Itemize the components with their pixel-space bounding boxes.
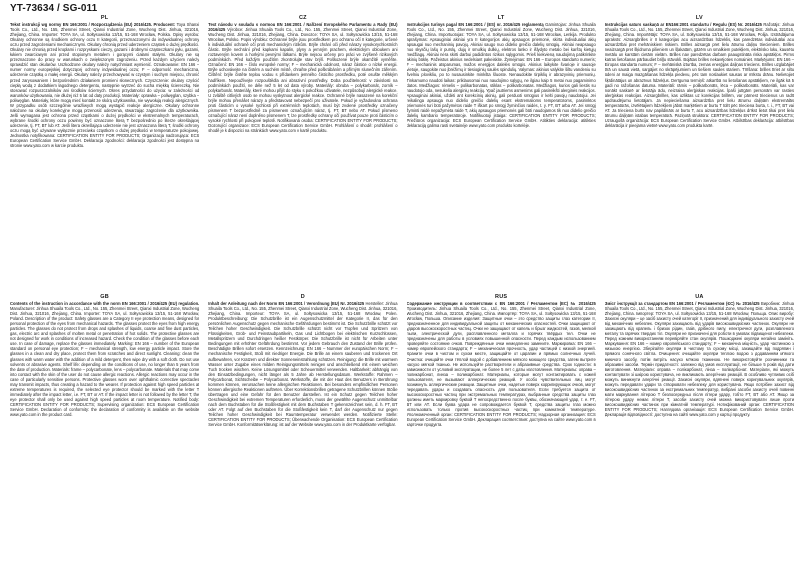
section-body: Производитель: Jinhua Shuaila Tools Co., Ltd., No. 155, Zhenmei Street, Qianxi Industrial Zone, Wucheng Dist. Jinhua, 321016, Zhejiang, China. Импортёр: TOYA SA, ul. Sołtysowicka 13/15, 51-168 Wrocław, Польша. Описание изделия: Защитные очки – это средство защиты глаз категории II, предназначенное для индивидуальной защиты от механических опасностей. Очки защищают от ударов высокоскоростных частиц. Очки не защищают от капель и брызг жидкостей, газов, мелкой пыли, электрической дуги, расплавленного металла и горячих твёрдых тел. Очки не предназначены для работы в условиях повышенной опасности. Перед каждым использованием проверяйте состояние очков. Повреждённые очки немедленно замените. Маркировка: EN 166 – номер европейского стандарта; F – механическая прочность, удар частицей с низкой энергией. Храните очки в чистом и сухом месте, защищайте от царапин и прямых солнечных лучей. Очистка: очищайте очки тёплой водой с добавлением мягкого моющего средства, затем вытрите насухо мягкой тканью. Не используйте растворители и абразивные средства. Срок годности: в зависимости от условий эксплуатации, не более 5 лет с даты изготовления. Материалы: оправа – поликарбонат, линза – поликарбонат. Материалы, которые могут контактировать с кожей пользователя, не вызывают аллергических реакций. У особо чувствительных лиц могут возникнуть аллергические реакции. Защитные очки, надетые поверх корригирующих очков, могут передавать удары и создавать опасность для пользователя. Если требуется защита от высокоскоростных частиц при экстремальных температурах, выбранные средства защиты глаз должны иметь маркировку буквой T непосредственно после буквы, обозначающей удар, т. е. FT, BT или AT. Если буква удара не сопровождается буквой T, средства защиты глаз можно использовать только против высокоскоростных частиц при комнатной температуре. Уполномоченный орган: CERTIFICATION ENTITY FOR PRODUCTS; Надзорная организация: ECS European Certification Service GmbH. Декларация соответствия: доступна на сайте www.yato.com в карточке продукта. [406,306,596,428]
section-text [10,22,199,148]
section-text [605,301,794,417]
section-heading: Instrukcijas saturs saskaņā ar EN166:2001 standartu / Regulu (ES) Nr. 2016/425 [604,22,762,27]
language-grid [10,15,794,563]
section-rus [407,294,596,563]
section-pl [10,15,199,284]
section-lv [605,15,794,284]
section-heading: Contents of the instruction in accordance with the norm EN 166:2001 / 2016/425 (EU) regulation. [10,301,200,306]
language-code: GB [100,294,109,300]
section-ua [605,294,794,563]
section-body: Hersteller: Jinhua Shuaila Tools Co., Ltd., No. 155, Zhenmei Street, Qianxi Industrial Zone, Wucheng Dist. Jinhua, 321016, Zhejiang, China. Importeur: TOYA SA, ul. Sołtysowicka 13/15, 51-168 Wrocław, Polen. Produktbeschreibung: Die Schutzbrille ist ein Augenschutzmittel der Kategorie II, das für den persönlichen Augenschutz gegen mechanische Gefährdungen bestimmt ist. Die Schutzbrille schützt vor Teilchen hoher Geschwindigkeit. Die Schutzbrille schützt nicht vor Tropfen und Spritzern von Flüssigkeiten, Grob- und Feinstaubpartikeln, Gas und Lichtbogen bei elektrischen Kurzschlüssen, Metallspritzern und Durchdringen heißer Festkörper. Die Schutzbrille ist nicht für Arbeiten unter Bedingungen mit erhöhter Gefährdung bestimmt. Vor jedem Gebrauch den Zustand der Brille prüfen. Beschädigte Brillen sofort ersetzen. Kennzeichnung: EN 166 – Nummer der europäischen Norm; F – mechanische Festigkeit, Stoß mit niedriger Energie. Die Brille an einem sauberen und trockenen Ort aufbewahren, vor Kratzern und direkter Sonneneinstrahlung schützen. Reinigung: die Brille mit warmem Wasser unter Zugabe eines milden Reinigungsmittels reinigen und anschließend mit einem weichen Tuch trocken wischen. Keine Lösungsmittel oder Scheuermittel verwenden. Haltbarkeit: abhängig von den Einsatzbedingungen, nicht länger als 5 Jahre ab Herstellungsdatum. Werkstoffe: Rahmen – Polycarbonat, Sichtscheibe – Polycarbonat. Werkstoffe, die mit der Haut des Benutzers in Berührung kommen können, verursachen keine allergischen Reaktionen. Bei besonders empfindlichen Personen können allergische Reaktionen auftreten. Über Korrektionsbrillen getragene Schutzbrillen können Stöße übertragen und eine Gefahr für den Benutzer darstellen. Ist ein Schutz gegen Teilchen hoher Geschwindigkeit bei extremen Temperaturen erforderlich, muss der gewählte Augenschutz unmittelbar nach dem Buchstaben für die Stoßfestigkeit mit dem Buchstaben T gekennzeichnet sein, d. h. FT, BT oder AT. Folgt auf den Buchstaben für die Stoßfestigkeit kein T, darf der Augenschutz nur gegen Teilchen hoher Geschwindigkeit bei Raumtemperatur verwendet werden. Notifizierte Stelle: CERTIFICATION ENTITY FOR PRODUCTS; Überwachende Organisation: ECS European Certification Service GmbH. Konformitätserklärung: ist auf der Website www.yato.com in der Produktkarte verfügbar. [208,301,398,428]
section-body: Gamintojas: Jinhua Shuaila Tools Co., Ltd., No. 155, Zhenmei Street, Qianxi Industrial Zone, Wucheng Dist. Jinhua, 321016, Zhejiang, China. Importuotojas: TOYA SA, ul. Sołtysowicka 13/15, 51-168 Wrocław, Lenkija. Produkto aprašymas: Apsauginiai akiniai yra II kategorijos akių apsaugos priemonė, skirta individualiai akių apsaugai nuo mechaninių pavojų. Akiniai saugo nuo didelio greičio dalelių smūgių. Akiniai neapsaugo nuo skysčių lašų ir purslų, dujų ir smulkių dulkių, elektros lanko ir išlydyto metalo bei karštų kietųjų medžiagų. Akiniai nėra skirti darbui padidintos rizikos sąlygomis. Prieš kiekvieną naudojimą patikrinkite akinių būklę. Pažeistus akinius nedelsiant pakeiskite. Žymėjimas: EN 166 – Europos standarto numeris; F – mechaninis atsparumas, mažos energijos dalelės smūgis. Akinius laikykite švarioje ir sausoje vietoje, saugokite nuo įbrėžimų ir tiesioginių saulės spindulių. Valymas: akinius valykite šiltu vandeniu su švelniu plovikliu, po to nusausinkite minkšta šluoste. Nenaudokite tirpiklių ir abrazyvinių priemonių. Tinkamumo naudoti laikas: priklausomai nuo naudojimo sąlygų, ne ilgiau kaip 5 metai nuo pagaminimo datos. Medžiagos: rėmelis – polikarbonatas, stiklas – polikarbonatas. Medžiagos, kurios gali liestis su naudotojo oda, nesukelia alerginių reakcijų. Ypač jautriems asmenims gali pasireikšti alerginės reakcijos. Apsauginiai akiniai, uždėti ant korekcinių akinių, gali perduoti smūgius ir kelti pavojų naudotojui. Jei reikalinga apsauga nuo didelio greičio dalelių esant ekstremalioms temperatūroms, pasirinktos priemonės turi būti pažymėtos raide T iškart po smūgį žyminčios raidės, t. y. FT, BT arba AT. Jei smūgį žyminti raidė nepažymėta raide T, akių apsaugos priemonės gali būti naudojamos tik nuo didelio greičio dalelių kambario temperatūroje. Notifikuotoji įstaiga: CERTIFICATION ENTITY FOR PRODUCTS; Priežiūros organizacija: ECS European Certification Service GmbH. Atitikties deklaracija: atitikties deklaraciją galima rasti svetainėje www.yato.com produkto kortelėje. [406,22,596,128]
language-code: RUS [495,294,508,300]
section-heading: Inhalt der Anleitung nach der Norm EN 166:2001 / Verordnung (EU) Nr. 2016/425 [208,301,365,306]
language-code: UA [695,294,704,300]
language-code: CZ [299,15,307,21]
section-text [605,22,794,128]
section-d [208,294,397,563]
document-title: YT-73634 / SG-011 [10,3,98,14]
section-heading: Содержание инструкции в соответствии с EN 166:2001 / Регламентом (ЕС) № 2016/425 [406,301,596,306]
section-body: Toya Shanxi Tools Co., Ltd., No. 155, Zhenmei Street, Qianxi Industrial Zone, Wucheng Dist. Jinhua, 321016, Zhejiang, China. Importer: TOYA SA, ul. Sołtysowicka 13/15, 51-168 Wrocław, Polska. Opisy wyrobu: Okulary ochronne są środkiem ochrony oczu II kategorii, przeznaczonymi do indywidualnej ochrony oczu przed zagrożeniami mechanicznymi. Okulary chronią przed uderzeniem cząstek o dużej prędkości. Okulary nie chronią przed kroplami i rozpryskami cieczy, gazami i drobnymi cząsteczkami pyłu, gazami, łukiem zwarciowym ani przed stopionym metalem i gorącymi ciałami stałymi. Okulary nie są przeznaczone do pracy w warunkach o zwiększonym zagrożeniu. Przed każdym użyciem należy sprawdzić stan okularów. Uszkodzone okulary należy natychmiast wymienić. Oznakowanie: EN 166 – numer normy europejskiej dotyczącej ochrony indywidualnej oczu; F – odporność mechaniczna, uderzenie cząstką o małej energii. Okulary należy przechowywać w czystym i suchym miejscu, chronić przed zarysowaniem i bezpośrednim działaniem promieni słonecznych. Czyszczenie: okulary czyścić ciepłą wodą z dodatkiem łagodnego detergentu, następnie wytrzeć do sucha miękką ściereczką. Nie stosować rozpuszczalników ani środków ściernych. Okres przydatności do użycia: w zależności od warunków użytkowania, nie dłużej niż 5 lat od daty produkcji. Materiały: oprawka – poliwęglan, szybka – poliwęglan. Materiały, które mogą mieć kontakt ze skórą użytkownika, nie wywołują reakcji alergicznych. W przypadku osób szczególnie wrażliwych mogą wystąpić reakcje alergiczne. Okulary ochronne nałożone na okulary korekcyjne mogą przenosić uderzenia, stwarzając zagrożenie dla użytkownika. Jeśli wymagana jest ochrona przed cząstkami o dużej prędkości w ekstremalnych temperaturach, wybrane środki ochrony oczu powinny być oznaczone literą T bezpośrednio po literze określającej uderzenie, tj. FT, BT lub AT. Jeśli litera określająca uderzenie nie jest oznaczona literą T, środki ochrony oczu mogą być używane wyłącznie przeciwko cząstkom o dużej prędkości w temperaturze pokojowej. Jednostka notyfikowana: CERTIFICATION ENTITY FOR PRODUCTS; Organizacja nadzorująca: ECS European Certification Service GmbH. Deklaracja zgodności: deklaracja zgodności jest dostępna na stronie www.yato.com w karcie produktu. [10,22,200,149]
section-heading: Tekst instrukcji wg normy EN 166:2001 / Rozporządzenia (EU) 2016/425. Producent: [10,22,176,27]
section-text [407,22,596,128]
language-code: LT [497,15,505,21]
section-heading: Instrukcijos turinys pagal EN 166:2001 / (ES) nr. 2016/425 reglamentą [406,22,544,27]
section-body: Ražotājs: Jinhua Shuaila Tools Co., Ltd., No. 155, Zhenmei Street, Qianxi Industrial Zone, Wucheng Dist. Jinhua, 321016, Zhejiang, China. Importētājs: TOYA SA, ul. Sołtysowicka 13/15, 51-168 Wrocław, Polija. Izstrādājuma apraksts: Aizsargbrilles ir II kategorijas acu aizsardzības līdzeklis, kas paredzētas individuālai acu aizsardzībai pret mehāniskiem riskiem. Brilles aizsargā pret lielu ātrumu daļiņu triecieniem. Brilles neaizsargā pret šķidruma pilieniem un šļakatām, gāzēm un smalkiem putekļiem, elektrisko loku, kausētu metālu un karstām cietām vielām. Brilles nav paredzētas darbam paaugstināta riska apstākļos. Pirms katras lietošanas pārbaudiet briļļu stāvokli. Bojātas brilles nekavējoties nomainiet. Marķējums: EN 166 – Eiropas standarta numurs; F – mehāniskā izturība, zemas enerģijas daļiņas trieciens. Brilles uzglabājiet tīrā un sausā vietā, sargājiet no skrāpējumiem un tiešiem saules stariem. Tīrīšana: brilles tīriet ar siltu ūdeni ar maiga mazgāšanas līdzekļa piedevu, pēc tam noslaukiet sausas ar mīkstu drānu. Nelietojiet šķīdinātājus un abrazīvus līdzekļus. Derīguma termiņš: atkarībā no lietošanas apstākļiem, ne ilgāk kā 5 gadi no ražošanas datuma. Materiāli: rāmis – polikarbonāts, lēca – polikarbonāts. Materiāli, kas var nonākt saskarē ar lietotāja ādu, neizraisa alerģiskas reakcijas. Īpaši jutīgām personām var rasties alerģiskas reakcijas. Aizsargbrilles, kas uzliktas uz korekcijas brillēm, var pārnest triecienus un radīt apdraudējumu lietotājam. Ja nepieciešama aizsardzība pret lielu ātrumu daļiņām ekstremālās temperatūrās, izvēlētajiem līdzekļiem jābūt marķētiem ar burtu T tūlīt pēc trieciena burta, t. i., FT, BT vai AT. Ja trieciena burts nav papildināts ar burtu T, acu aizsardzības līdzekļus drīkst lietot tikai pret lielu ātrumu daļiņām istabas temperatūrā. Paziņotā struktūra: CERTIFICATION ENTITY FOR PRODUCTS; Uzraugošā organizācija: ECS European Certification Service GmbH. Atbilstības deklarācija: atbilstības deklarācija ir pieejama vietnē www.yato.com produkta kartē. [604,22,794,128]
language-code: PL [100,15,109,21]
section-gb [10,294,199,563]
section-cz [208,15,397,284]
section-text [208,22,397,133]
section-text [10,301,199,417]
section-body: Výrobce: Jinhua Shuaila Tools Co., Ltd., No. 155, Zhenmei Street, Qianxi Industrial Zone, Wucheng Dist. Jinhua, 321016, Zhejiang, China. Dovozce: TOYA SA, ul. Sołtysowicka 13/15, 51-168 Wrocław, Polsko. Popis výrobku: Ochranné brýle jsou prostředkem pro ochranu očí II kategorie, určené k individuální ochraně očí proti mechanickým rizikům. Brýle chrání oči před nárazy vysokorychlostních částic. Brýle nechrání před kapkami kapalin, plyny a jemným prachem, elektrickým obloukem ani roztaveným kovem a horkými pevnými látkami. Brýle nejsou určeny pro práci ve zvýšeně rizikových podmínkách. Před každým použitím zkontrolujte stav brýlí. Poškozené brýle okamžitě vyměňte. Označení: EN 166 – číslo evropské normy; F – mechanická odolnost, náraz částice o nízké energii. Brýle uchovávejte na čistém a suchém místě, chraňte před poškrábáním a přímým slunečním zářením. Čištění: brýle čistěte teplou vodou s přídavkem jemného čisticího prostředku, poté osušte měkkým hadříkem. Nepoužívejte rozpouštědla ani abrazivní prostředky. Doba použitelnosti: v závislosti na podmínkách použití, ne déle než 5 let od data výroby. Materiály: obruba – polykarbonát, zorník – polykarbonát. Materiály, které mohou přijít do styku s pokožkou uživatele, nezpůsobují alergické reakce. U zvláště citlivých osob se mohou vyskytnout alergické reakce. Ochranné brýle nasazené na korekční brýle mohou přenášet nárazy a představovat nebezpečí pro uživatele. Pokud je vyžadována ochrana proti částicím o vysoké rychlosti při extrémních teplotách, musí být zvolené prostředky označeny písmenem T bezprostředně za písmenem označujícím náraz, tj. FT, BT nebo AT. Pokud písmeno označující náraz není doplněno písmenem T, lze prostředky ochrany očí používat pouze proti částicím o vysoké rychlosti při pokojové teplotě. Notifikovaná osoba: CERTIFICATION ENTITY FOR PRODUCTS; Dozorující organizace: ECS European Certification Service GmbH. Prohlášení o shodě: prohlášení o shodě je k dispozici na stránkách www.yato.com v kartě produktu. [208,27,398,133]
language-code: D [300,294,305,300]
section-lt [407,15,596,284]
section-body: Виробник: Jinhua Shuaila Tools Co., Ltd., No. 155, Zhenmei Street, Qianxi Industrial Zone, Wucheng Dist. Jinhua, 321016, Zhejiang, China. Імпортер: TOYA SA, ul. Sołtysowicka 13/15, 51-168 Wrocław, Польща. Опис виробу: Захисні окуляри – це засіб захисту очей категорії II, призначений для індивідуального захисту очей від механічних небезпек. Окуляри захищають від ударів високошвидкісних частинок. Окуляри не захищають від крапель і бризок рідин, газів, дрібного пилу, електричної дуги, розплавленого металу та гарячих твердих тіл. Окуляри не призначені для роботи в умовах підвищеної небезпеки. Перед кожним використанням перевіряйте стан окулярів. Пошкоджені окуляри негайно замініть. Маркування: EN 166 – номер європейського стандарту; F – механічна міцність, удар частинкою з низькою енергією. Зберігайте окуляри в чистому та сухому місці, захищайте від подряпин і прямого сонячного світла. Очищення: очищайте окуляри теплою водою з додаванням м'якого миючого засобу, потім витріть насухо м'якою тканиною. Не використовуйте розчинники та абразивні засоби. Термін придатності: залежно від умов експлуатації, не більше 5 років від дати виготовлення. Матеріали: оправа – полікарбонат, лінза – полікарбонат. Матеріали, які можуть контактувати зі шкірою користувача, не викликають алергічних реакцій. В особливо чутливих осіб можуть виникнути алергічні реакції. Захисні окуляри, вдягнені поверх коригувальних окулярів, можуть передавати удари та створювати небезпеку для користувача. Якщо потрібен захист від високошвидкісних частинок за екстремальних температур, вибрані засоби захисту очей повинні мати маркування літерою T безпосередньо після літери удару, тобто FT, BT або AT. Якщо за літерою удару немає літери T, засоби захисту очей можна використовувати лише проти високошвидкісних частинок при кімнатній температурі. Нотифікований орган: CERTIFICATION ENTITY FOR PRODUCTS; Наглядова організація: ECS European Certification Service GmbH. Декларація відповідності: доступна на сайті www.yato.com у картці продукту. [604,301,794,418]
section-heading: Text návodu v souladu s normou EN 166:2001 / Nařízení Evropského Parlamentu a Rady (EU) 2016/425 [208,22,398,33]
section-body: Manufacturer: Jinhua Shuaila Tools Co., Ltd., No. 155, Zhenmei Street, Qianxi Industrial Zone, Wucheng Dist. Jinhua, 321016, Zhejiang, China. Importer: TOYA SA, ul. Sołtysowicka 13/15, 51-168 Wrocław, Poland. Description of the product: Safety glasses are a Category II eye protection means, designed for personal protection of the eyes from mechanical hazards. The glasses protect the eyes from high energy particles. The glasses do not protect from drops and splashes of liquids, coarse and fine dust particles, gas, electric arc and splashes of molten metal or penetration of hot solids. The protective glasses are not designed for work in conditions of increased hazard. Check the condition of the glasses before each use. In case of damage, replace the glasses immediately. Marking: EN 166 – number of the European standard on personal eye protection; F – mechanical strength, low energy particle impact. Store the glasses in a clean and dry place, protect them from scratches and direct sunlight. Cleaning: clean the glasses with warm water with the addition of a mild detergent, then wipe dry with a soft cloth. Do not use solvents or abrasive agents. Shelf life: depending on the conditions of use, no longer than 5 years from the date of production. Materials: frame – polycarbonate, lens – polycarbonate. Materials that may come into contact with the skin of the user do not cause allergic reactions. Allergic reactions may occur in the case of particularly sensitive persons. Protective glasses worn over ophthalmic corrective spectacles may transmit impacts, thus creating a hazard to the wearer. If protection against high speed particles at extreme temperatures is required, the selected eye protector should be marked with the letter T immediately after the impact letter, i.e. FT, BT or AT. If the impact letter is not followed by the letter T, the eye protector shall only be used against high speed particles at room temperature. Notified body: CERTIFICATION ENTITY FOR PRODUCTS; Supervising organization: ECS European Certification Service GmbH. Declaration of conformity: the declaration of conformity is available on the website www.yato.com in the product card. [10,306,200,418]
language-code: LV [695,15,703,21]
section-heading: Зміст інструкції за стандартом EN 166:2001 / Регламентом (ЄС) № 2016/425 [604,301,760,306]
section-text [407,301,596,427]
section-text [208,301,397,427]
